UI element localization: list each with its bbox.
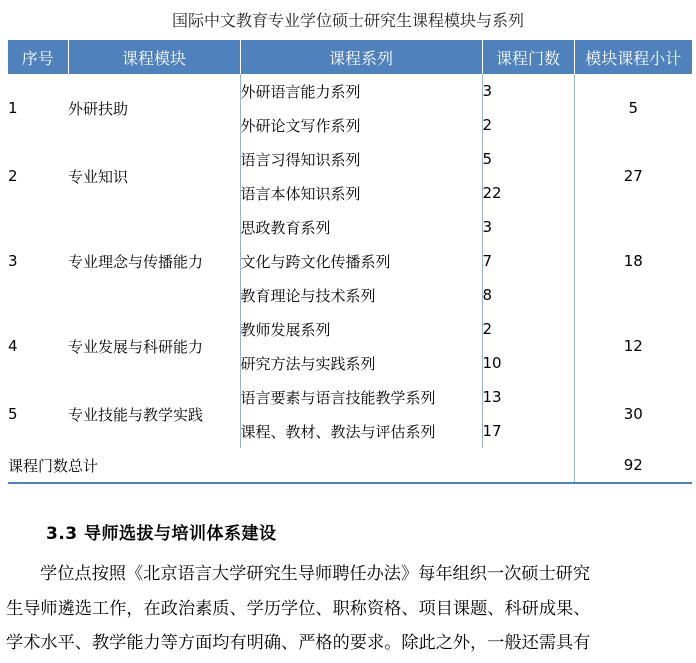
module-cell: 专业知识 (68, 167, 129, 186)
section-heading: 3.3 导师选拔与培训体系建设 (46, 524, 277, 544)
count-cell: 22 (482, 176, 574, 210)
table-row (8, 142, 692, 176)
series-cell: 教育理论与技术系列 (240, 278, 482, 312)
module-cell: 专业理念与传播能力 (68, 252, 204, 271)
count-cell: 13 (482, 380, 574, 414)
subtotal-cell: 30 (574, 380, 692, 448)
count-cell: 2 (482, 108, 574, 142)
series-cell: 语言习得知识系列 (240, 142, 482, 176)
seq-cell: 2 (8, 167, 18, 185)
subtotal-cell: 27 (574, 142, 692, 210)
subtotal-cell: 12 (574, 312, 692, 380)
paragraph-line: 学位点按照《北京语言大学研究生导师聘任办法》每年组织一次硕士研究 (40, 564, 591, 584)
count-cell: 17 (482, 414, 574, 448)
course-module-table (8, 40, 692, 484)
series-cell: 教师发展系列 (240, 312, 482, 346)
series-cell: 语言本体知识系列 (240, 176, 482, 210)
table-row (8, 210, 692, 244)
table-caption: 国际中文教育专业学位硕士研究生课程模块与系列 (171, 11, 524, 30)
table-row (8, 74, 692, 108)
seq-cell: 1 (8, 99, 18, 117)
series-cell: 思政教育系列 (240, 210, 482, 244)
series-cell: 文化与跨文化传播系列 (240, 244, 482, 278)
count-cell: 3 (482, 74, 574, 108)
series-cell: 语言要素与语言技能教学系列 (240, 380, 482, 414)
series-cell: 外研语言能力系列 (240, 74, 482, 108)
table-row (8, 312, 692, 346)
header-count: 课程门数 (482, 40, 574, 74)
section-body (6, 557, 690, 661)
header-module: 课程模块 (68, 40, 240, 74)
total-row (8, 448, 692, 483)
count-cell: 7 (482, 244, 574, 278)
header-subtotal: 模块课程小计 (574, 40, 692, 74)
paragraph-line: 生导师遴选工作，在政治素质、学历学位、职称资格、项目课题、科研成果、 (6, 598, 591, 619)
header-seq: 序号 (8, 40, 68, 74)
paragraph-line: 学术水平、教学能力等方面均有明确、严格的要求。除此之外，一般还需具有 (6, 633, 591, 653)
header-series: 课程系列 (240, 40, 482, 74)
series-cell: 研究方法与实践系列 (240, 346, 482, 380)
table-header-row (8, 40, 692, 74)
subtotal-cell: 18 (574, 210, 692, 312)
seq-cell: 3 (8, 252, 18, 270)
seq-cell: 4 (8, 337, 18, 355)
seq-cell: 5 (8, 405, 18, 423)
module-cell: 专业技能与教学实践 (68, 405, 204, 424)
series-cell: 课程、教材、教法与评估系列 (240, 414, 482, 448)
series-cell: 外研论文写作系列 (240, 108, 482, 142)
count-cell: 3 (482, 210, 574, 244)
table-row (8, 380, 692, 414)
count-cell: 8 (482, 278, 574, 312)
module-cell: 外研扶助 (68, 99, 129, 118)
count-cell: 5 (482, 142, 574, 176)
total-label: 课程门数总计 (8, 448, 574, 483)
subtotal-cell: 5 (574, 74, 692, 142)
count-cell: 10 (482, 346, 574, 380)
module-cell: 专业发展与科研能力 (68, 337, 204, 356)
total-value: 92 (574, 448, 692, 483)
count-cell: 2 (482, 312, 574, 346)
